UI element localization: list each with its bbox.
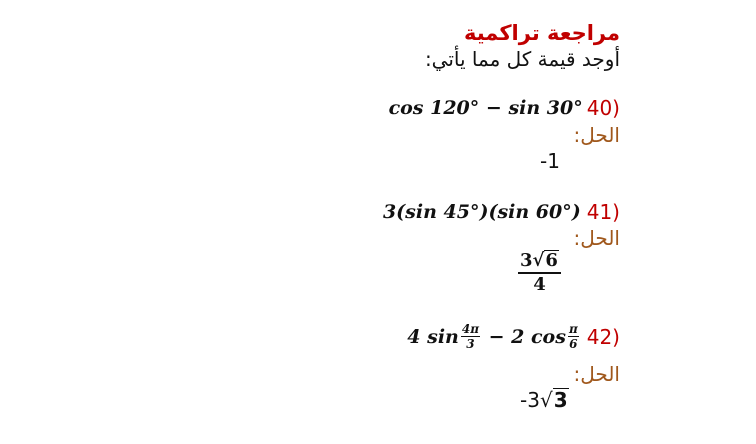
instruction-text: أوجد قيمة كل مما يأتي: — [424, 47, 620, 71]
problem-40-solution-label: الحل: — [573, 123, 620, 147]
problem-41-answer-fraction: $\frac{3√6}{4}$ — [518, 250, 561, 296]
problem-42-answer: -3√3 — [520, 388, 568, 412]
problem-41-expression: 3(sin 45°)(sin 60°) — [382, 201, 581, 223]
problem-42-solution-label: الحل: — [573, 362, 620, 386]
problem-41-answer — [516, 250, 563, 296]
problem-42-fraction-2: $\frac{\pi}{6}$ — [568, 322, 578, 351]
problem-40-answer: -1 — [540, 149, 560, 173]
problem-41-solution-label: الحل: — [573, 226, 620, 250]
problem-40-expression: cos 120° − sin 30° — [388, 97, 583, 119]
problem-41-number: 41) — [586, 200, 620, 224]
problem-40-number: 40) — [586, 96, 620, 120]
problem-42 — [407, 322, 620, 351]
problem-42-expression: 4 sin $\frac{4\pi}{3}$ − 2 cos $\frac{\pi}{6}$ — [407, 322, 578, 351]
problem-42-number: 42) — [586, 324, 620, 349]
problem-42-fraction-1: $\frac{4\pi}{3}$ — [461, 322, 479, 351]
problem-40 — [389, 96, 620, 120]
section-title: مراجعة تراكمية — [463, 21, 620, 45]
problem-41 — [383, 200, 620, 224]
